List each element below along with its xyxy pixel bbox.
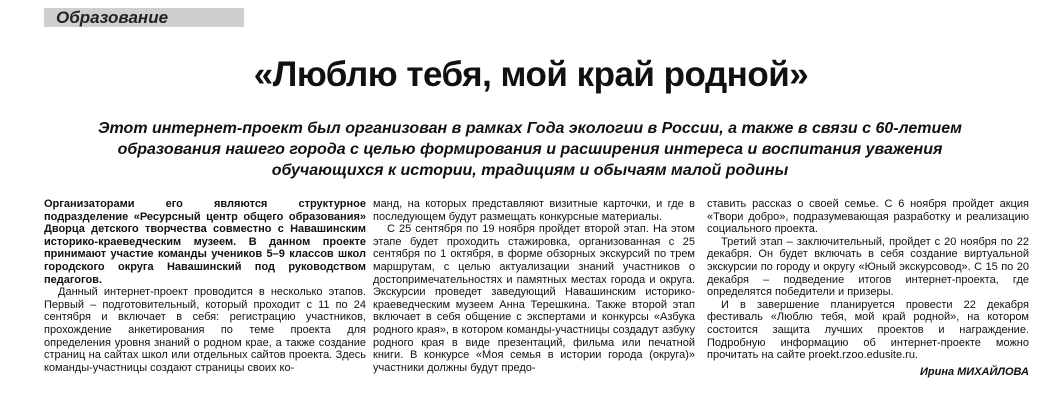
body-paragraph: Данный интернет-проект проводится в несколько этапов. Первый – подготовительный, который проходит с 11 по 24 сентября и включает в себя: регистрацию участников, прохождение анкетирования по теме проекта для определения уровня знаний о родном крае, а также создание страниц на сайтах школ или отдельных сайтов проекта. Здесь команды-участницы создают страницы своих ко- bbox=[44, 286, 366, 374]
article-title: «Люблю тебя, мой край родной» bbox=[253, 55, 809, 94]
body-paragraph: С 25 сентября по 19 ноября пройдет второй этап. На этом этапе будет проходить стажировка, организованная с 25 сентября по 1 октября, в форме обзорных экскурсий по трем маршрутам, с целью актуализации знаний участников о достопримечательностях и памятных местах города и округа. Экскурсии проведет заведующий Навашинским историко-краеведческим музеем Анна Терешкина. Также второй этап включает в себя общение с экспертами и конкурсы «Азбука родного края», в котором команды-участницы создадут азбуку родного края в виде презентаций, фильма или печатной книги. В конкурсе «Моя семья в истории города (округа)» участники должны будут предо- bbox=[373, 223, 695, 374]
body-paragraph: Третий этап – заключительный, пройдет с 20 ноября по 22 декабря. Он будет включать в себя создание виртуальной экскурсии по городу и округу «Юный экскурсовод». С 15 по 20 декабря – подведение итогов интернет-проекта, где определятся победители и призеры. bbox=[707, 235, 1029, 299]
article-lead: Этот интернет-проект был организован в рамках Года экологии в России, а также в связи с 60-летием образования нашего города с целью формирования и расширения интереса и воспитания уважения обучающихся к истории, традициям и обычаям малой родины bbox=[98, 120, 962, 179]
body-paragraph: манд, на которых представляют визитные карточки, и где в последующем будут размещать конкурсные материалы. bbox=[373, 198, 695, 223]
author-byline: Ирина МИХАЙЛОВА bbox=[919, 365, 1029, 378]
intro-paragraph: Организаторами его являются структурное подразделение «Ресурсный центр общего образования» Дворца детского творчества совместно с Навашинским историко-краеведческим музеем. В данном проекте принимают участие команды учеников 5–9 классов школ городского округа Навашинский под руководством педагогов. bbox=[44, 198, 366, 286]
section-rubric-label: Образование bbox=[56, 8, 169, 27]
article-column-3 bbox=[707, 198, 1029, 378]
section-rubric bbox=[44, 8, 244, 27]
body-paragraph: ставить рассказ о своей семье. С 6 ноября пройдет акция «Твори добро», подразумевающая разработку и реализацию социального проекта. bbox=[707, 198, 1029, 236]
article-column-2 bbox=[373, 198, 695, 374]
article-column-1 bbox=[44, 198, 366, 374]
body-paragraph: И в завершение планируется провести 22 декабря фестиваль «Люблю тебя, мой край родной», на котором состоится защита лучших проектов и награждение. Подробную информацию об интернет-проекте можно прочитать на сайте proekt.rzoo.edusite.ru. bbox=[707, 298, 1029, 362]
